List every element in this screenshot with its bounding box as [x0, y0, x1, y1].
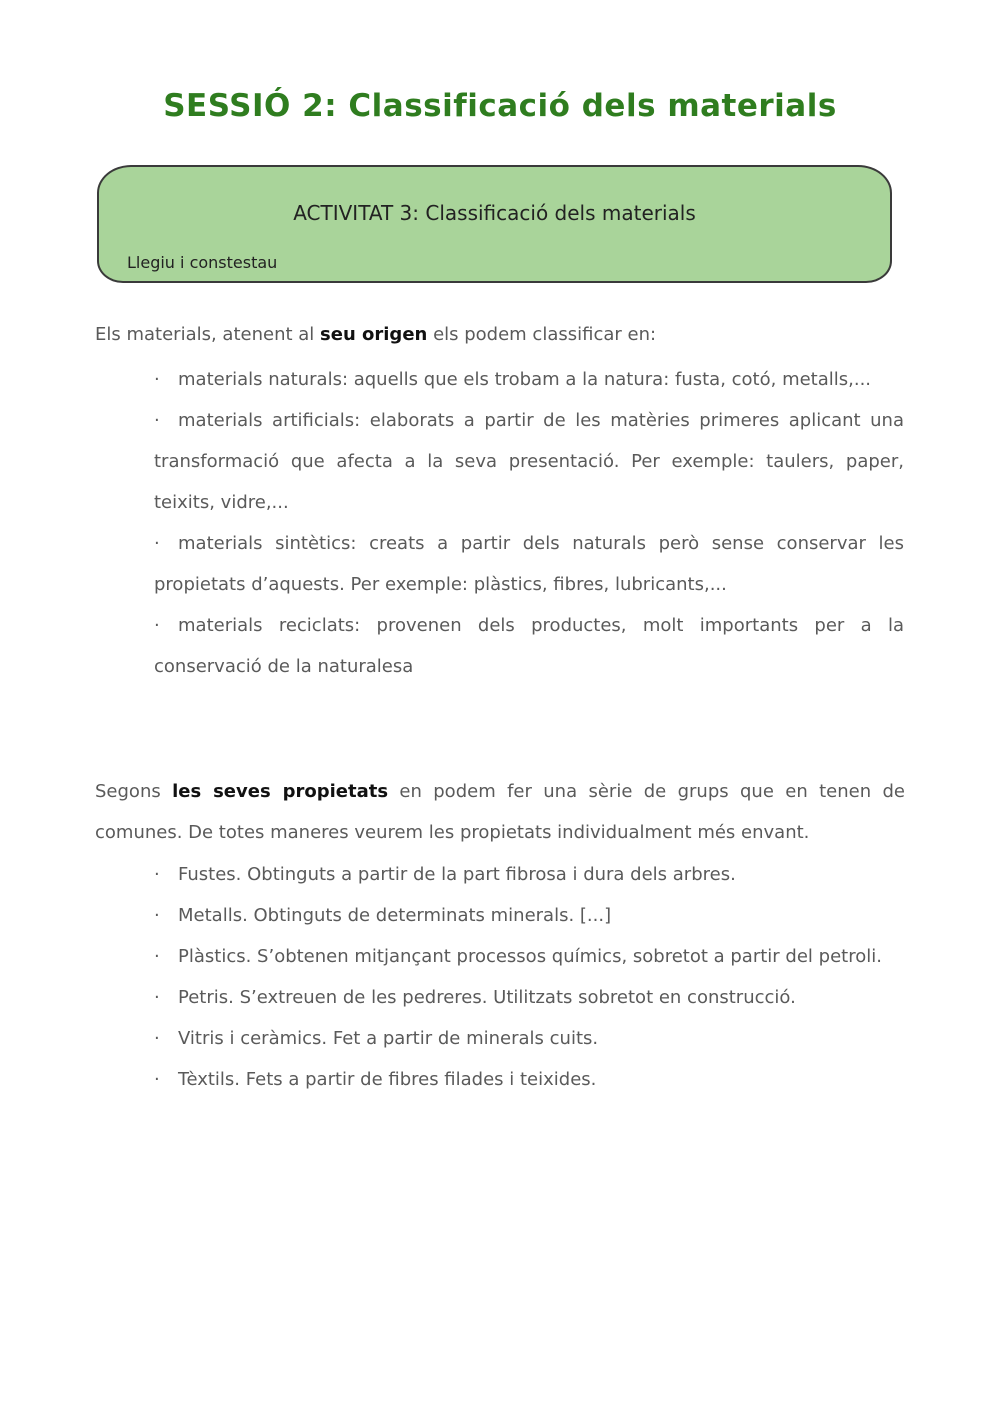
list-item	[154, 1059, 904, 1100]
page-title: SESSIÓ 2: Classificació dels materials	[163, 88, 837, 124]
list-item-text: materials sintètics: creats a partir dels naturals però sense conservar les propietats d’aquests. Per exemple: plàstics, fibres, lubricants,...	[154, 533, 904, 595]
list-item-text: Vitris i ceràmics. Fet a partir de minerals cuits.	[178, 1028, 599, 1049]
list-item-text: Plàstics. S’obtenen mitjançant processos químics, sobretot a partir del petroli.	[178, 946, 882, 967]
bullet-icon: ·	[154, 369, 160, 390]
list-item-text: Tèxtils. Fets a partir de fibres filades i teixides.	[178, 1069, 597, 1090]
bullet-icon: ·	[154, 1028, 160, 1049]
list-item	[154, 854, 904, 895]
list-item	[154, 400, 904, 523]
list-item-text: materials artificials: elaborats a partir de les matèries primeres aplicant una transformació que afecta a la seva presentació. Per exemple: taulers, paper, teixits, vidre,...	[154, 410, 904, 513]
activity-instruction: Llegiu i constestau	[127, 253, 278, 272]
properties-intro-text: Segons	[95, 781, 173, 802]
origin-keyword: seu origen	[320, 324, 428, 345]
activity-header-box	[97, 165, 892, 283]
list-item	[154, 936, 904, 977]
origin-intro	[95, 314, 905, 355]
bullet-icon: ·	[154, 987, 160, 1008]
list-item	[154, 1018, 904, 1059]
activity-title: ACTIVITAT 3: Classificació dels materials	[293, 201, 696, 225]
bullet-icon: ·	[154, 946, 160, 967]
properties-intro-text-end: en podem fer una sèrie de grups que en tenen de comunes. De totes maneres veurem les propietats individualment més envant.	[95, 781, 905, 843]
bullet-icon: ·	[154, 864, 160, 885]
list-item	[154, 977, 904, 1018]
bullet-icon: ·	[154, 905, 160, 926]
bullet-icon: ·	[154, 615, 160, 636]
properties-list	[154, 854, 904, 1100]
list-item	[154, 359, 904, 400]
properties-intro	[95, 771, 905, 853]
list-item-text: Fustes. Obtinguts a partir de la part fibrosa i dura dels arbres.	[178, 864, 736, 885]
list-item	[154, 895, 904, 936]
list-item	[154, 523, 904, 605]
list-item-text: materials naturals: aquells que els trobam a la natura: fusta, cotó, metalls,...	[178, 369, 872, 390]
bullet-icon: ·	[154, 1069, 160, 1090]
origin-intro-text-end: els podem classificar en:	[427, 324, 657, 345]
origin-list	[154, 359, 904, 687]
list-item	[154, 605, 904, 687]
bullet-icon: ·	[154, 533, 160, 554]
bullet-icon: ·	[154, 410, 160, 431]
properties-keyword: les seves propietats	[172, 781, 389, 802]
list-item-text: Petris. S’extreuen de les pedreres. Utilitzats sobretot en construcció.	[178, 987, 796, 1008]
list-item-text: Metalls. Obtinguts de determinats minerals. [...]	[178, 905, 612, 926]
origin-intro-text: Els materials, atenent al	[95, 324, 321, 345]
list-item-text: materials reciclats: provenen dels productes, molt importants per a la conservació de la naturalesa	[154, 615, 904, 677]
